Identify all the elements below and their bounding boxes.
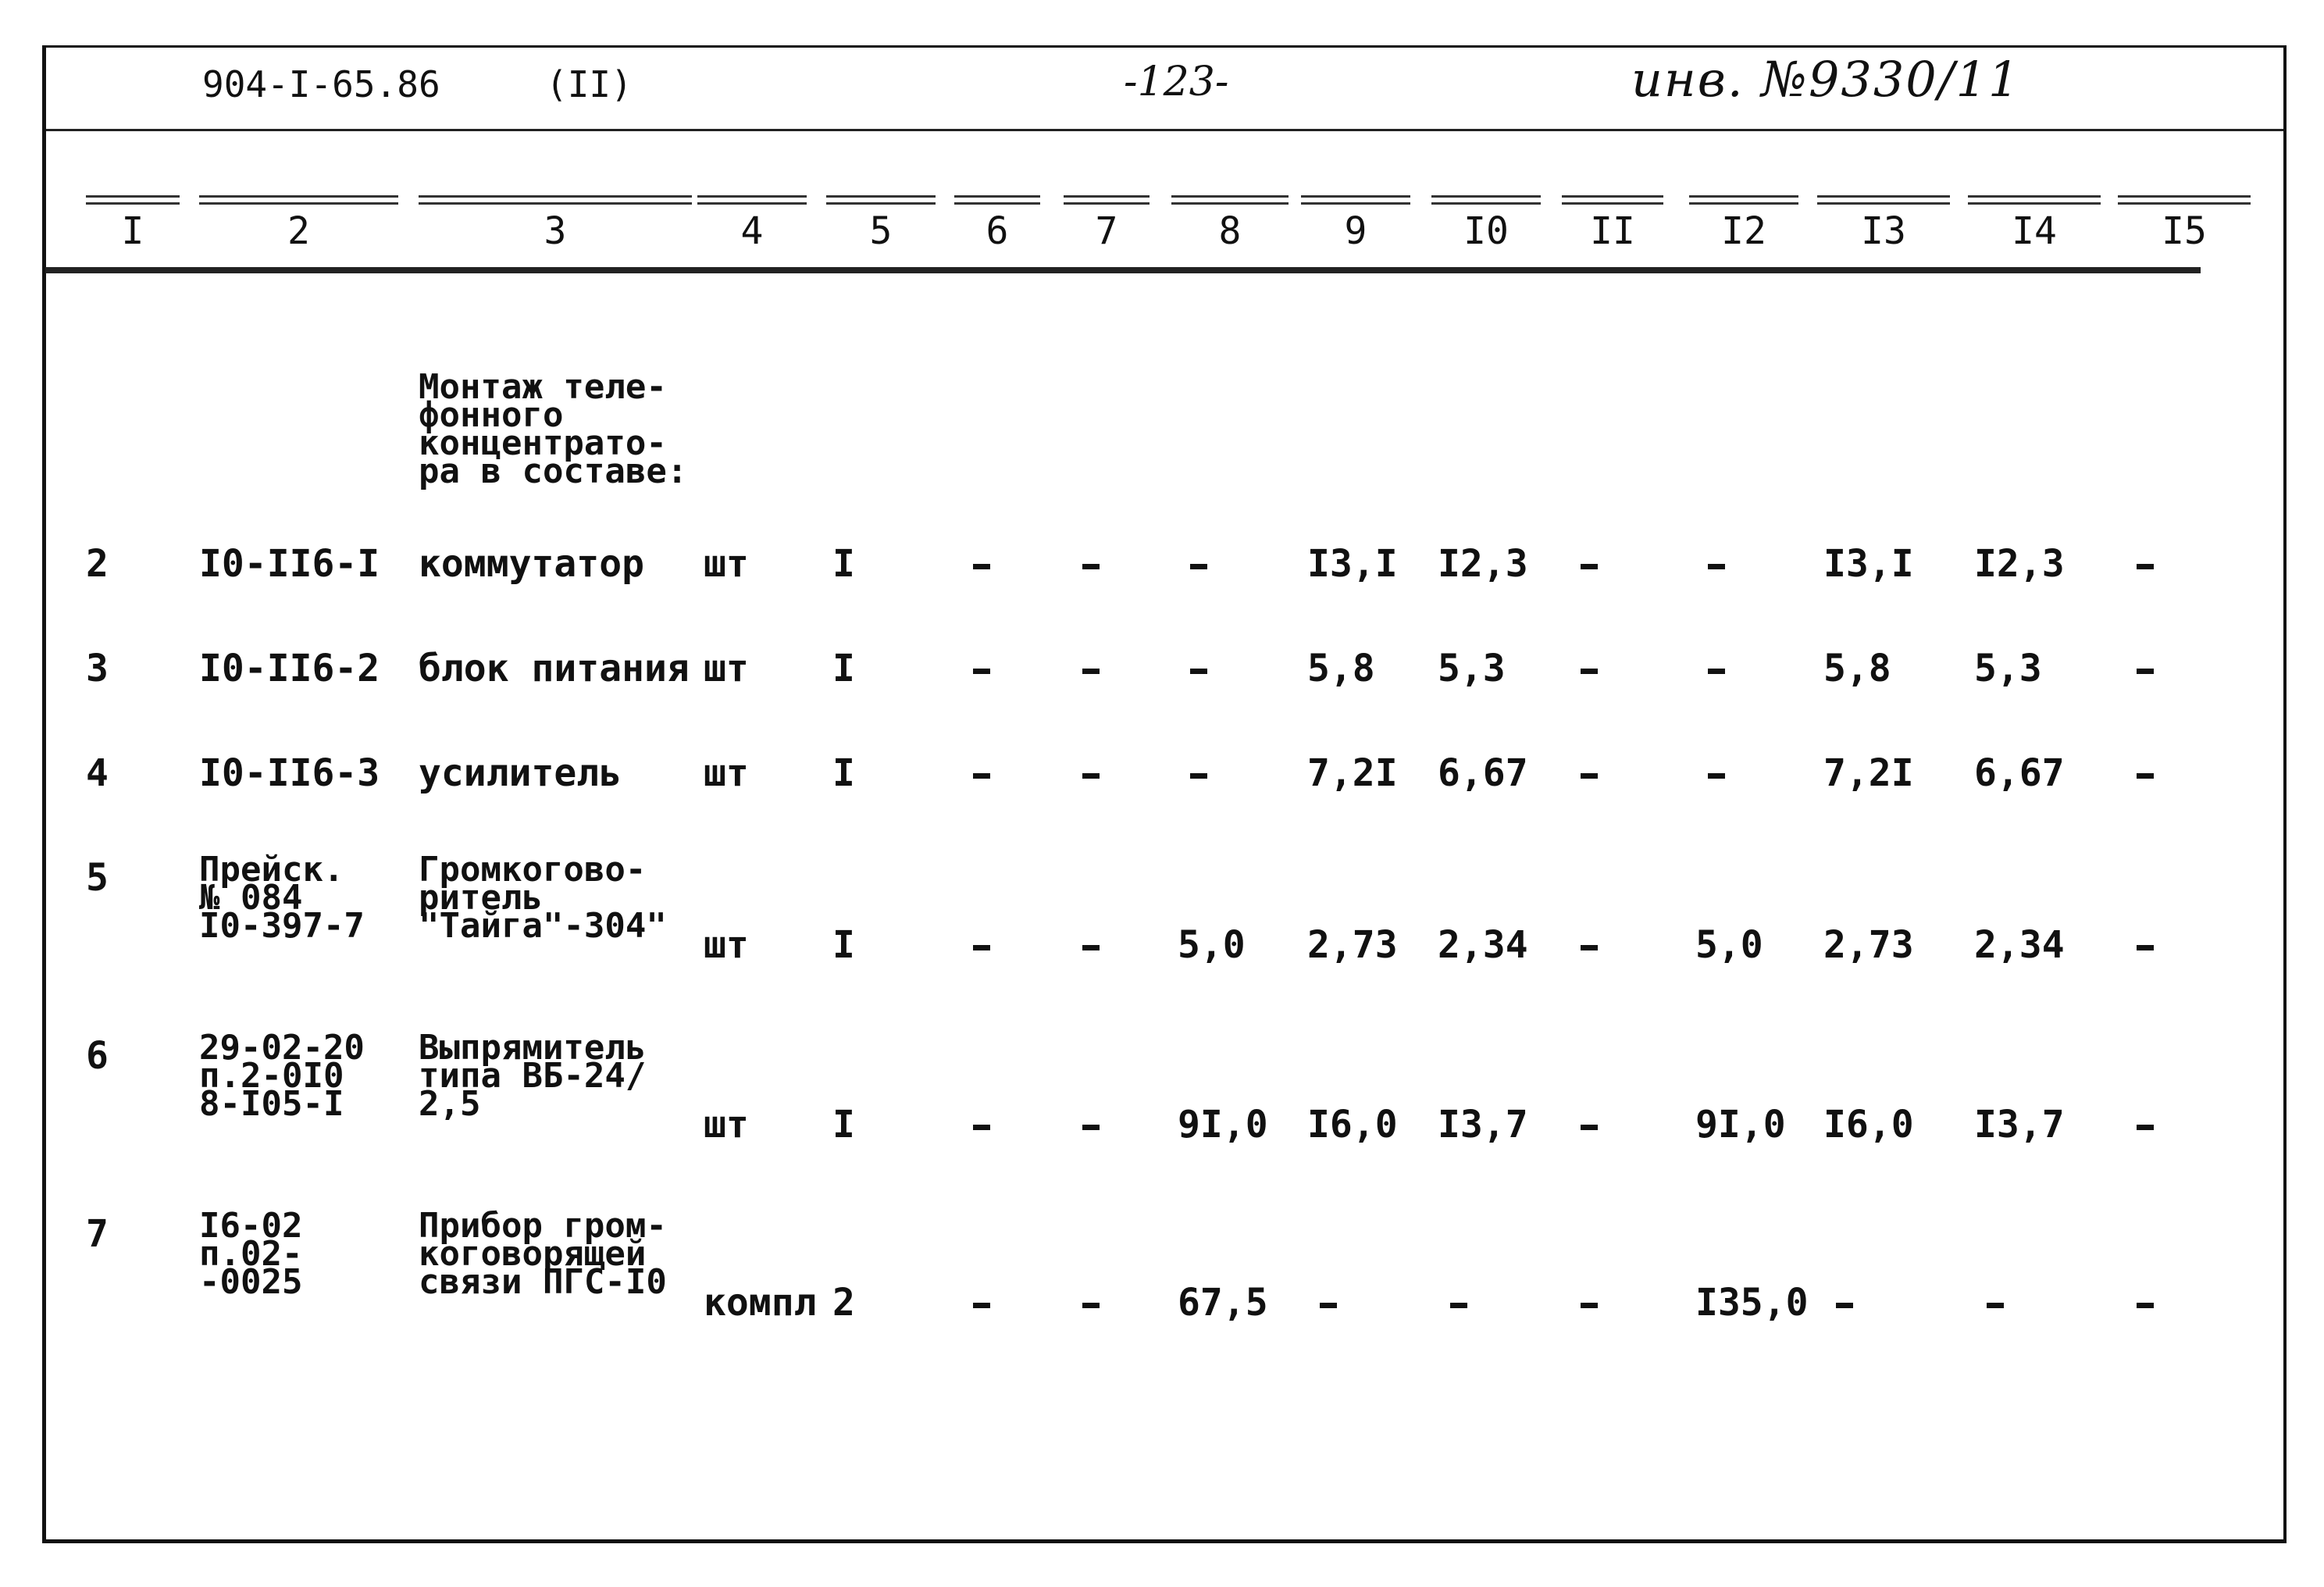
table-cell-col-9: 2,73 [1307, 923, 1398, 967]
column-number: I0 [1463, 209, 1509, 253]
table-cell-col-10: 2,34 [1438, 923, 1528, 967]
column-header-13 [1817, 195, 1950, 266]
table-cell-col-8: 9I,0 [1178, 1103, 1268, 1147]
column-number: 6 [986, 209, 1009, 253]
table-cell-col-2: I0-II6-I [199, 542, 380, 586]
table-cell-col-13: 2,73 [1823, 923, 1914, 967]
table-cell-col-8: 67,5 [1178, 1281, 1268, 1325]
column-header-7 [1064, 195, 1150, 266]
dash-cell-col-15 [2137, 1303, 2154, 1308]
table-cell-col-10: I2,3 [1438, 542, 1528, 586]
column-header-6 [954, 195, 1040, 266]
page-number: -123- [1124, 59, 1229, 105]
dash-cell-col-15 [2137, 773, 2154, 779]
dash-cell-col-12 [1708, 564, 1725, 569]
column-header-4 [697, 195, 807, 266]
dash-cell-col-11 [1581, 1303, 1598, 1308]
table-cell-col-1: 7 [86, 1212, 109, 1256]
table-cell-col-9: I6,0 [1307, 1103, 1398, 1147]
dash-cell-col-11 [1581, 773, 1598, 779]
dash-cell-col-15 [2137, 669, 2154, 674]
document-code: 904-I-65.86 [202, 63, 440, 105]
table-cell-col-13: 7,2I [1823, 751, 1914, 795]
table-cell-col-13: I6,0 [1823, 1103, 1914, 1147]
table-cell-col-5: I [832, 1103, 855, 1147]
table-cell-col-13: I3,I [1823, 542, 1914, 586]
column-header-double-rule [1817, 195, 1950, 205]
table-cell-col-4: шт [704, 751, 749, 795]
table-cell-col-12: 9I,0 [1695, 1103, 1786, 1147]
table-cell-col-5: I [832, 923, 855, 967]
table-cell-col-10: 6,67 [1438, 751, 1528, 795]
column-header-double-rule [1689, 195, 1798, 205]
table-cell-col-4: компл [704, 1281, 817, 1325]
table-cell-col-5: I [832, 647, 855, 690]
dash-cell-col-7 [1082, 564, 1100, 569]
dash-cell-col-9 [1320, 1303, 1337, 1308]
dash-cell-col-13 [1836, 1303, 1853, 1308]
column-number: 7 [1095, 209, 1118, 253]
table-cell-col-4: шт [704, 1103, 749, 1147]
table-cell-col-1: 4 [86, 751, 109, 795]
column-number: 3 [544, 209, 567, 253]
column-header-underline [45, 267, 2201, 273]
table-cell-col-10: I3,7 [1438, 1103, 1528, 1147]
table-cell-col-2: I0-II6-2 [199, 647, 380, 690]
dash-cell-col-8 [1190, 669, 1207, 674]
dash-cell-col-11 [1581, 1125, 1598, 1130]
table-cell-col-4: шт [704, 647, 749, 690]
dash-cell-col-8 [1190, 564, 1207, 569]
table-cell-col-12: 5,0 [1695, 923, 1763, 967]
column-header-double-rule [1171, 195, 1289, 205]
dash-cell-col-15 [2137, 945, 2154, 950]
dash-cell-col-15 [2137, 1125, 2154, 1130]
table-cell-col-9: 7,2I [1307, 751, 1398, 795]
dash-cell-col-10 [1450, 1303, 1467, 1308]
dash-cell-col-12 [1708, 773, 1725, 779]
header-divider [46, 129, 2283, 131]
table-cell-col-14: I3,7 [1974, 1103, 2065, 1147]
column-number: I2 [1721, 209, 1766, 253]
dash-cell-col-11 [1581, 564, 1598, 569]
table-cell-col-10: 5,3 [1438, 647, 1506, 690]
table-cell-col-5: 2 [832, 1281, 855, 1325]
column-header-double-rule [419, 195, 692, 205]
column-header-8 [1171, 195, 1289, 266]
table-cell-col-3: коммутатор [419, 542, 644, 586]
dash-cell-col-6 [973, 945, 990, 950]
table-cell-col-9: I3,I [1307, 542, 1398, 586]
dash-cell-col-11 [1581, 945, 1598, 950]
dash-cell-col-6 [973, 669, 990, 674]
table-cell-col-9: 5,8 [1307, 647, 1375, 690]
column-number: 9 [1344, 209, 1367, 253]
table-cell-col-3: Выпрямитель типа ВБ-24/ 2,5 [419, 1028, 647, 1124]
table-cell-col-5: I [832, 542, 855, 586]
column-header-2 [199, 195, 398, 266]
column-header-3 [419, 195, 692, 266]
column-header-double-rule [697, 195, 807, 205]
column-header-14 [1968, 195, 2101, 266]
column-header-11 [1562, 195, 1663, 266]
table-cell-col-14: 5,3 [1974, 647, 2042, 690]
column-header-9 [1301, 195, 1410, 266]
table-cell-col-3: Прибор гром- коговорящей связи ПГС-I0 [419, 1206, 667, 1302]
table-cell-col-1: 2 [86, 542, 109, 586]
inventory-number: инв. №9330/11 [1631, 51, 2021, 108]
column-header-double-rule [1064, 195, 1150, 205]
dash-cell-col-14 [1987, 1303, 2004, 1308]
dash-cell-col-6 [973, 1125, 990, 1130]
column-number: I3 [1861, 209, 1906, 253]
table-cell-col-3: блок питания [419, 647, 690, 690]
table-cell-col-2: 29-02-20 п.2-0I0 8-I05-I [199, 1028, 365, 1124]
dash-cell-col-7 [1082, 1125, 1100, 1130]
table-cell-col-2: I0-II6-3 [199, 751, 380, 795]
column-number: II [1590, 209, 1635, 253]
table-cell-col-12: I35,0 [1695, 1281, 1809, 1325]
column-header-15 [2118, 195, 2251, 266]
column-header-double-rule [86, 195, 180, 205]
dash-cell-col-8 [1190, 773, 1207, 779]
table-cell-col-3: Громкогово- ритель "Тайга"-304" [419, 850, 667, 946]
column-number: I4 [2012, 209, 2057, 253]
column-number: I5 [2162, 209, 2207, 253]
column-header-1 [86, 195, 180, 266]
dash-cell-col-7 [1082, 669, 1100, 674]
table-cell-col-8: 5,0 [1178, 923, 1246, 967]
column-header-double-rule [2118, 195, 2251, 205]
section-title: Монтаж теле- фонного концентрато- ра в составе: [419, 367, 688, 491]
dash-cell-col-7 [1082, 773, 1100, 779]
column-header-double-rule [1562, 195, 1663, 205]
dash-cell-col-7 [1082, 945, 1100, 950]
table-cell-col-14: 6,67 [1974, 751, 2065, 795]
table-cell-col-13: 5,8 [1823, 647, 1891, 690]
table-cell-col-5: I [832, 751, 855, 795]
table-cell-col-1: 3 [86, 647, 109, 690]
dash-cell-col-11 [1581, 669, 1598, 674]
table-cell-col-1: 5 [86, 856, 109, 900]
column-header-5 [826, 195, 936, 266]
table-cell-col-4: шт [704, 923, 749, 967]
column-header-double-rule [954, 195, 1040, 205]
part-number: (II) [546, 63, 633, 105]
column-header-double-rule [1431, 195, 1541, 205]
column-header-double-rule [1301, 195, 1410, 205]
column-header-10 [1431, 195, 1541, 266]
column-number: I [121, 209, 144, 253]
column-header-double-rule [199, 195, 398, 205]
table-cell-col-4: шт [704, 542, 749, 586]
table-cell-col-3: усилитель [419, 751, 622, 795]
column-header-double-rule [1968, 195, 2101, 205]
column-header-12 [1689, 195, 1798, 266]
column-number: 4 [740, 209, 764, 253]
column-number: 8 [1218, 209, 1242, 253]
table-cell-col-2: I6-02 п.02- -0025 [199, 1206, 303, 1302]
table-cell-col-1: 6 [86, 1034, 109, 1078]
column-number: 5 [869, 209, 893, 253]
dash-cell-col-6 [973, 564, 990, 569]
table-cell-col-14: 2,34 [1974, 923, 2065, 967]
dash-cell-col-6 [973, 773, 990, 779]
dash-cell-col-12 [1708, 669, 1725, 674]
dash-cell-col-7 [1082, 1303, 1100, 1308]
dash-cell-col-6 [973, 1303, 990, 1308]
dash-cell-col-15 [2137, 564, 2154, 569]
column-header-double-rule [826, 195, 936, 205]
column-number: 2 [287, 209, 310, 253]
table-cell-col-2: Прейск. № 084 I0-397-7 [199, 850, 365, 946]
table-cell-col-14: I2,3 [1974, 542, 2065, 586]
